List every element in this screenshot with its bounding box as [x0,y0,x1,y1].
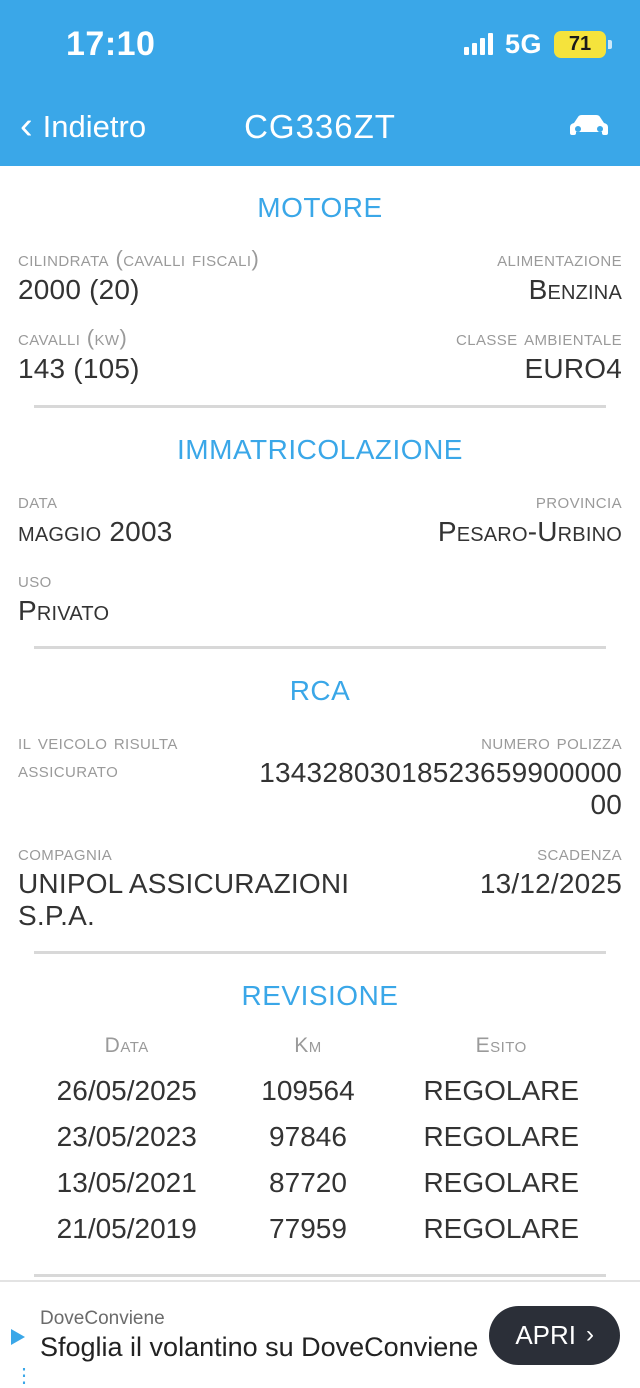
cell-data: 13/05/2021 [56,1166,197,1198]
field-label: scadenza [537,840,622,866]
field-value: 2000 (20) [18,274,140,305]
field-value: 143 (105) [18,353,140,385]
status-indicators [464,29,606,60]
field-value: Privato [18,595,110,627]
field-numero-polizza [223,729,622,820]
divider [34,1274,606,1277]
chevron-right-icon: › [586,1321,594,1348]
section-title-revisione: REVISIONE [241,979,399,1011]
column-header-data: Data [104,1033,149,1057]
back-button[interactable] [20,104,147,147]
field-value: assicurato [18,757,119,783]
divider [34,405,606,408]
ad-text-block [14,1308,489,1363]
field-value: EURO4 [524,353,622,385]
field-label: uso [18,567,52,593]
field-label: numero polizza [481,729,622,755]
field-scadenza [480,840,622,899]
section-title-motore: MOTORE [257,192,383,223]
detail-row [18,729,622,820]
navigation-bar [0,88,640,166]
table-row [18,1160,622,1206]
table-row [18,1068,622,1114]
field-label: cilindrata (cavalli fiscali) [18,246,260,271]
field-label: il veicolo risulta [18,729,178,755]
chevron-left-icon: ‹ [20,104,33,147]
vehicle-button[interactable] [566,113,612,141]
column-header-esito: Esito [475,1033,527,1057]
cell-km: 87720 [269,1166,347,1198]
table-row [18,1206,622,1252]
field-value: 13/12/2025 [479,868,622,900]
field-value: 13432803018523659900000 00 [259,757,622,820]
field-label: compagnia [18,840,113,866]
ad-choices-icon[interactable] [8,1326,30,1348]
field-value: Benzina [528,274,622,305]
cell-data: 26/05/2025 [56,1074,197,1106]
field-uso [18,567,109,626]
field-label: data [18,487,58,513]
ad-open-label: APRI [515,1319,576,1350]
field-provincia [438,488,622,547]
ad-open-button[interactable] [489,1306,620,1365]
field-cavalli [18,325,140,384]
cell-data: 21/05/2019 [56,1212,197,1244]
vehicle-details [0,166,640,1280]
battery-cap [608,40,612,49]
field-compagnia [18,840,368,931]
column-header-km: Km [294,1033,322,1057]
detail-row [18,840,622,931]
detail-row [18,246,622,305]
field-value: Pesaro-Urbino [437,515,622,547]
revisione-table [18,1034,622,1252]
field-label: cavalli (kw) [18,325,128,351]
field-classe-ambientale [456,325,622,384]
section-title-immatricolazione: IMMATRICOLAZIONE [177,433,463,465]
network-type-label: 5G [504,28,542,59]
battery-level: 71 [568,32,592,55]
field-label: alimentazione [497,246,622,271]
field-stato-assicurazione [18,729,178,785]
cell-km: 77959 [269,1212,347,1244]
cell-km: 97846 [269,1120,347,1152]
battery-icon [554,31,606,58]
detail-row [18,567,622,626]
cell-esito: REGOLARE [423,1120,580,1152]
cell-esito: REGOLARE [423,1212,580,1244]
status-bar [0,0,640,88]
field-data-immatricolazione [18,488,173,547]
ad-headline: Sfoglia il volantino su DoveConviene [40,1331,479,1362]
cell-data: 23/05/2023 [56,1120,197,1152]
field-cilindrata [18,246,259,305]
field-label: classe ambientale [455,325,622,351]
detail-row [18,325,622,384]
table-header-row [18,1034,622,1068]
divider [34,646,606,649]
divider [34,951,606,954]
more-options-icon[interactable]: ⋮ [14,1365,34,1387]
field-alimentazione [497,246,622,305]
ad-advertiser: DoveConviene [40,1307,165,1329]
cell-esito: REGOLARE [423,1166,580,1198]
signal-bars-icon [464,33,493,55]
field-label: provincia [535,487,622,513]
status-time: 17:10 [66,24,156,63]
cell-km: 109564 [261,1074,355,1106]
field-value: UNIPOL ASSICURAZIONI S.P.A. [18,868,350,931]
table-row [18,1114,622,1160]
section-title-rca: RCA [289,675,351,707]
ad-banner[interactable] [0,1280,640,1388]
detail-row [18,488,622,547]
back-button-label: Indietro [42,109,147,144]
field-value: maggio 2003 [18,515,173,547]
cell-esito: REGOLARE [423,1074,580,1106]
page-title: CG336ZT [244,108,396,145]
car-icon [566,113,612,141]
